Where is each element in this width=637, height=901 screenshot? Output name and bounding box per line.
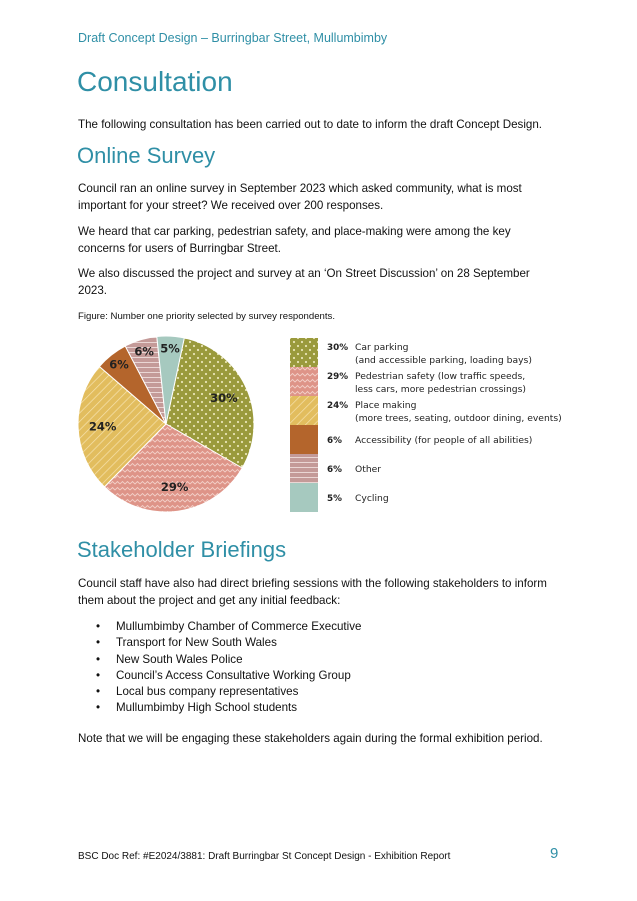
- legend-pct-0: 30%: [327, 343, 349, 353]
- pie-slice-label-4: 6%: [134, 344, 154, 359]
- list-item: • New South Wales Police: [78, 652, 361, 668]
- pie-slice-label-1: 29%: [160, 479, 189, 494]
- legend-swatch-1: [290, 367, 318, 396]
- stakeholder-intro: Council staff have also had direct briefing sessions with the following stakeholders to inform them about the project and get any initial feedback:: [78, 577, 547, 607]
- page-number: 9: [550, 845, 559, 862]
- chart-legend: [290, 338, 562, 512]
- legend-label-2: Place making: [355, 400, 417, 411]
- legend-sublabel-1: less cars, more pedestrian crossings): [355, 384, 526, 395]
- legend-label-1: Pedestrian safety (low traffic speeds,: [355, 371, 526, 382]
- legend-pct-4: 6%: [327, 465, 342, 475]
- legend-pct-1: 29%: [327, 372, 349, 382]
- legend-swatch-4: [290, 454, 318, 483]
- legend-label-0: Car parking: [355, 342, 409, 353]
- running-header: Draft Concept Design – Burringbar Street, Mullumbimby: [78, 31, 388, 45]
- list-item: • Mullumbimby Chamber of Commerce Executive: [78, 619, 361, 635]
- list-item: • Transport for New South Wales: [78, 635, 361, 651]
- stakeholder-note: Note that we will be engaging these stakeholders again during the formal exhibition period.: [78, 732, 543, 745]
- list-item: • Mullumbimby High School students: [78, 700, 361, 716]
- pie-chart: [78, 336, 254, 512]
- list-item: • Local bus company representatives: [78, 684, 361, 700]
- legend-pct-2: 24%: [327, 401, 349, 411]
- legend-pct-3: 6%: [327, 436, 342, 446]
- stakeholder-heading: Stakeholder Briefings: [77, 537, 287, 562]
- pie-slice-label-0: 30%: [210, 391, 238, 406]
- consultation-intro: The following consultation has been carried out to date to inform the draft Concept Design.: [78, 118, 543, 131]
- legend-sublabel-0: (and accessible parking, loading bays): [355, 355, 532, 366]
- legend-label-3: Accessibility (for people of all abilities): [355, 435, 533, 446]
- survey-paragraph-2: We heard that car parking, pedestrian safety, and place-making were among the key concerns for users of Burringbar Street.: [78, 225, 511, 255]
- online-survey-heading: Online Survey: [77, 143, 216, 168]
- consultation-heading: Consultation: [77, 66, 233, 97]
- legend-label-5: Cycling: [355, 493, 389, 504]
- legend-sublabel-2: (more trees, seating, outdoor dining, events): [355, 413, 562, 424]
- pie-slice-label-3: 6%: [109, 357, 129, 372]
- pie-slice-label-5: 5%: [160, 341, 180, 356]
- footer-doc-ref: BSC Doc Ref: #E2024/3881: Draft Burringbar St Concept Design - Exhibition Report: [78, 851, 451, 862]
- survey-paragraph-3: We also discussed the project and survey at an ‘On Street Discussion’ on 28 September 2023.: [78, 267, 530, 297]
- legend-swatch-0: [290, 338, 318, 367]
- pie-slice-label-2: 24%: [88, 419, 117, 434]
- legend-swatch-5: [290, 483, 318, 512]
- stakeholder-list: [78, 619, 361, 717]
- legend-swatch-2: [290, 396, 318, 425]
- list-item: • Council’s Access Consultative Working Group: [78, 668, 361, 684]
- survey-paragraph-1: Council ran an online survey in September 2023 which asked community, what is most important for your street? We received over 200 responses.: [78, 182, 522, 212]
- legend-label-4: Other: [355, 464, 382, 475]
- figure-caption: Figure: Number one priority selected by survey respondents.: [78, 311, 336, 322]
- legend-swatch-3: [290, 425, 318, 454]
- legend-pct-5: 5%: [327, 494, 342, 504]
